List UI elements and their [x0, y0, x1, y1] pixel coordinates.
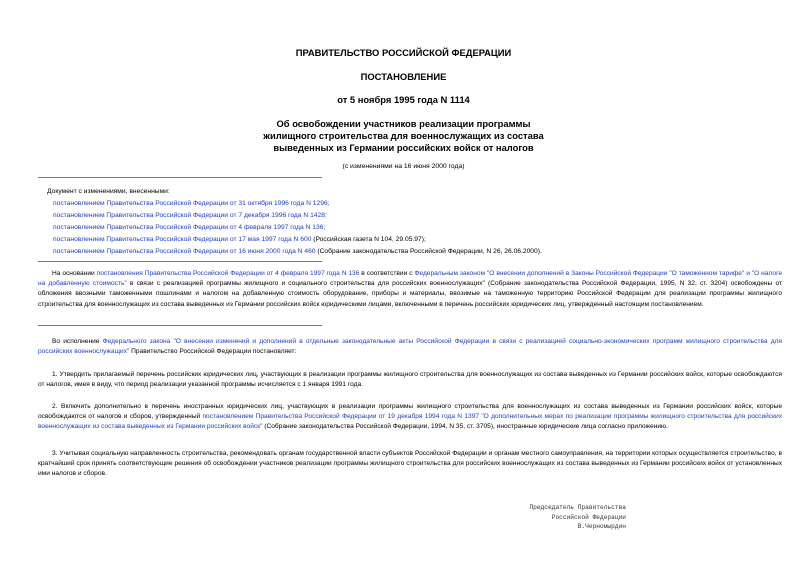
enactment-paragraph: Во исполнение Федерального закона "О внесении изменений и дополнений в отдельные законодательные акты Российской Федерации в связи с реализацией социально-экономических программ жилищного строительства для российских военнослужащих" Правительство Российской Федерации постановляет: [38, 338, 782, 356]
issuer-heading: ПРАВИТЕЛЬСТВО РОССИЙСКОЙ ФЕДЕРАЦИИ [295, 47, 512, 58]
divider [38, 261, 322, 262]
federal-law-link[interactable]: Федеральным законом "О внесении дополнений в Законы Российской Федерации "О таможенном тарифе" и "О налоге на добавленную стоимость" [38, 270, 782, 288]
divider [38, 325, 322, 326]
amendments-intro: Документ с изменениями, внесенными: [47, 188, 170, 195]
title-line: выведенных из Германии российских войск от налогов [273, 142, 534, 153]
amendment-note: (с изменениями на 16 июня 2000 года) [342, 163, 465, 170]
federal-law-link[interactable]: Федерального закона "О внесении изменений и дополнений в отдельные законодательные акты Российской Федерации в связи с реализацией социально-экономических программ жилищного строительства для российских военнослужащих" [38, 338, 782, 356]
clause-3: 3. Учитывая социальную направленность строительства, рекомендовать органам государственной власти субъектов Российской Федерации и органам местного самоуправления, на территории которых осуществляется строительство, в кратчайший срок принять соответствующие решения об освобождении участников реализации программы жилищного строительства для российских военнослужащих из состава выведенных из Германии российских войск от установленных ими налогов и сборов. [38, 450, 782, 478]
signature-name: В.Черномырдин [577, 523, 626, 531]
document-type: ПОСТАНОВЛЕНИЕ [360, 71, 447, 82]
amendment-item [53, 210, 327, 222]
preamble-paragraph: На основании постановления Правительства Российской Федерации от 4 февраля 1997 года N 136 в соответствии с Федеральным законом "О внесении дополнений в Законы Российской Федерации "О таможенном тарифе" и "О налоге на добавленную стоимость" в связи с реализацией программы жилищного и социального строительства для российских военнослужащих" (Собрание законодательства Российской Федерации, 1995, N 32, ст. 3204) освобождены от обложения ввозными таможенными пошлинами и налогом на добавленную стоимость оборудование, приборы и материалы, ввозимые на таможенную территорию Российской Федерации для реализации программы жилищного строительства для военнослужащих из состава выведенных из Германии российских войск юридическими лицами, включенными в перечень российских юридических лиц, утвержденный настоящим постановлением. [38, 270, 783, 308]
amendment-item [53, 198, 330, 210]
clause-2: 2. Включить дополнительно в перечень иностранных юридических лиц, участвующих в реализации программы жилищного строительства для военнослужащих из состава выведенных из Германии российских войск, которые освобождаются от налогов и сборов, утвержденный постановлением Правительства Российской Федерации от 19 декабря 1994 года N 1397 "О дополнительных мерах по реализации программы жилищного строительства для российских военнослужащих из состава выведенных из Германии российских войск" (Собрание законодательства Российской Федерации, 1994, N 35, ст. 3705), иностранные юридические лица согласно приложению. [38, 403, 783, 431]
signature-title: Председатель Правительства [529, 504, 626, 511]
title-line: Об освобождении участников реализации программы [276, 118, 531, 129]
amendment-item [53, 222, 325, 234]
amendment-link[interactable]: постановлением Правительства Российской Федерации от 31 октября 1996 года N 1296; [53, 200, 330, 207]
amendment-item: постановлением Правительства Российской Федерации от 17 мая 1997 года N 600 (Российская газета N 104, 29.05.97); [53, 236, 426, 243]
title-line: жилищного строительства для военнослужащих из состава [263, 130, 544, 141]
amendment-item: постановлением Правительства Российской Федерации от 16 июня 2000 года N 460 (Собрание законодательства Российской Федерации, N 26, 26.06.2000). [53, 248, 542, 255]
signature-block [470, 503, 626, 532]
clause-1: 1. Утвердить прилагаемый перечень российских юридических лиц, участвующих в реализации программы жилищного строительства для военнослужащих из состава выведенных из Германии российских войск, которые освобождаются от налогов, имея в виду, что период реализации указанной программы исчисляется с 1 января 1991 года. [38, 371, 782, 389]
amendment-link[interactable]: постановлением Правительства Российской Федерации от 17 мая 1997 года N 600 [53, 236, 312, 243]
amendment-link[interactable]: постановлением Правительства Российской Федерации от 4 февраля 1997 года N 136; [53, 224, 326, 231]
divider [38, 177, 322, 178]
decree-1397-link[interactable]: постановлением Правительства Российской Федерации от 19 декабря 1994 года N 1397 "О дополнительных мерах по реализации программы жилищного строительства для российских военнослужащих из состава выведенных из Германии российских войск" [38, 413, 783, 431]
signature-org: Российской Федерации [551, 513, 626, 521]
amendment-link[interactable]: постановлением Правительства Российской Федерации от 7 декабря 1996 года N 1428; [53, 212, 327, 219]
amendment-link[interactable]: постановлением Правительства Российской Федерации от 16 июня 2000 года N 460 [53, 248, 316, 255]
basis-decree-link[interactable]: постановления Правительства Российской Федерации от 4 февраля 1997 года N 136 [96, 270, 360, 277]
document-date-number: от 5 ноября 1995 года N 1114 [337, 94, 470, 105]
